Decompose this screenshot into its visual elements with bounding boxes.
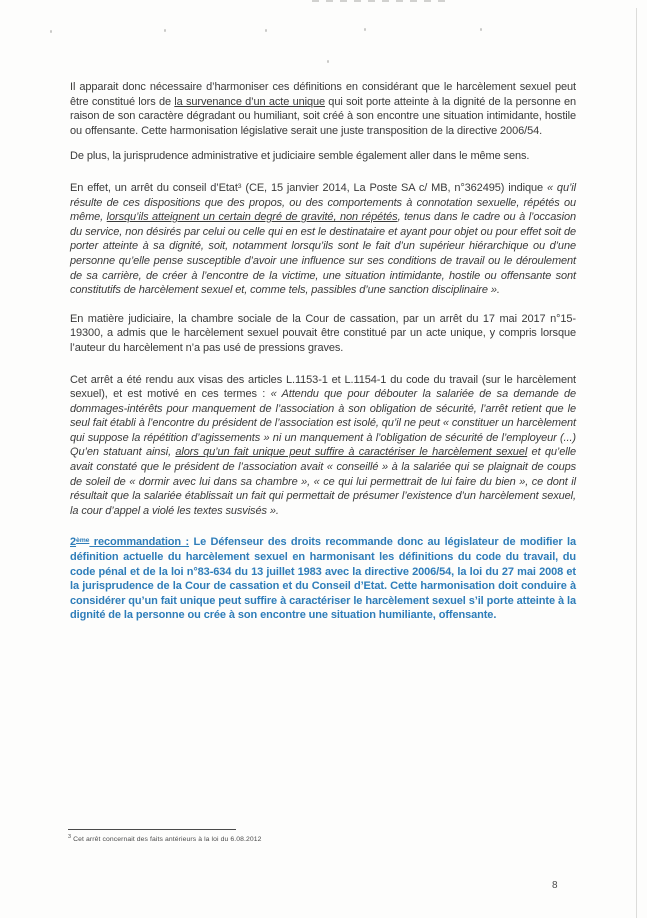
scan-artifact bbox=[50, 30, 52, 33]
scan-artifact bbox=[265, 29, 267, 32]
paragraph-harmonisation-intro bbox=[70, 80, 576, 138]
scan-artifact bbox=[327, 60, 329, 63]
text-run: 3 bbox=[68, 834, 72, 841]
text-run: et qu’elle avait constaté que le président de l’association avait « conseillé » à la salariée qui se plaignait de coups de soleil de « dormir avec lui dans sa chambre », « ce qui lui permettrait de lui faire du bien », ce dont il résultait que la salariée établissait un fait qui permettait de présumer l’existence d’un harcèlement sexuel, la cour d’appel a violé les textes susvisés ». bbox=[70, 446, 577, 517]
text-run: En matière judiciaire, la chambre sociale de la Cour de cassation, par un arrêt du 17 mai 2017 n°15-19300, a admis que le harcèlement sexuel pouvait être constitué par un acte unique, y compris lorsque l’auteur du harcèlement n’a pas usé de pressions graves. bbox=[70, 312, 576, 354]
text-run: alors qu’un fait unique peut suffire à caractériser le harcèlement sexuel bbox=[175, 446, 528, 459]
text-run: Il apparait donc nécessaire d’harmoniser ces définitions en considérant que le harcèlement sexuel peut être constitué lors de bbox=[70, 81, 576, 108]
footnote bbox=[68, 836, 468, 843]
paragraph-conseil-etat-quote bbox=[70, 181, 576, 298]
text-run: qui soit porte atteinte à la dignité de la personne en raison de son caractère dégradant ou humiliant, soit créé à son encontre une situation intimidante, hostile ou offensante. Cette harmonisation législative serait une juste transposition de la directive 2006/54. bbox=[70, 95, 576, 137]
scan-artifact bbox=[364, 28, 366, 31]
text-run: lorsqu’ils atteignent un certain degré de gravité, non répétés bbox=[106, 211, 398, 224]
text-run: De plus, la jurisprudence administrative et judiciaire semble également aller dans le même sens. bbox=[70, 150, 530, 163]
document-body bbox=[70, 80, 576, 634]
footnote-separator bbox=[68, 829, 236, 830]
scan-artifact bbox=[480, 28, 482, 31]
text-run: ème bbox=[76, 537, 90, 545]
paragraph-jurisprudence-transition bbox=[70, 149, 576, 164]
recommendation-paragraph bbox=[70, 535, 576, 623]
text-run: « qu’il résulte de ces dispositions que des propos, ou des comportements à connotation sexuelle, répétés ou même, bbox=[70, 181, 576, 224]
scan-artifact bbox=[164, 29, 166, 32]
scan-artifact bbox=[312, 0, 446, 2]
text-run: recommandation : bbox=[89, 536, 190, 549]
text-run: Le Défenseur des droits recommande donc au législateur de modifier la définition actuelle du harcèlement sexuel en harmonisant les définitions du code du travail, du code pénal et de la loi n°83-634 du 13 juillet 1983 avec la directive 2006/54, la loi du 27 mai 2008 et la jurisprudence de la Cour de cassation et du Conseil d’Etat. Cette harmonisation doit conduire à considérer qu’un fait unique peut suffire à caractériser le harcèlement sexuel s’il porte atteinte à la dignité de la personne ou crée à son encontre une situation humiliante, offensante. bbox=[70, 536, 576, 622]
text-run: Cet arrêt a été rendu aux visas des articles L.1153-1 et L.1154-1 du code du travail (sur le harcèlement sexuel), et est motivé en ces termes : bbox=[70, 373, 576, 401]
text-run: la survenance d’un acte unique bbox=[174, 95, 325, 108]
text-run: 3 bbox=[237, 182, 242, 190]
page-number: 8 bbox=[552, 880, 558, 891]
text-run: (CE, 15 janvier 2014, La Poste SA c/ MB, n°362495) indique bbox=[241, 181, 547, 194]
text-run: En effet, un arrêt du conseil d’Etat bbox=[70, 181, 238, 194]
scan-artifact bbox=[636, 8, 637, 918]
paragraph-cour-de-cassation bbox=[70, 312, 576, 356]
text-run: 2 bbox=[70, 536, 77, 549]
text-run: « Attendu que pour débouter la salariée de sa demande de dommages-intérêts pour manquement de l’association à son obligation de sécurité, l’arrêt retient que le seul fait établi à l’encontre du président de l’association est isolé, qu’il ne peut « constituer un harcèlement qui suppose la répétition d’agissements » ni un manquement à l’obligation de sécurité de l’employeur (...) Qu’en statuant ainsi, bbox=[70, 388, 576, 459]
text-run: , tenus dans le cadre ou à l’occasion du service, non désirés par celui ou celle qui en est le destinataire et ayant pour objet ou pour effet soit de porter atteinte à sa dignité, soit, notamment lorsqu’ils sont le fait d’un supérieur hiérarchique ou d’une personne qu’elle pense susceptible d’avoir une influence sur ses conditions de travail ou le déroulement de sa carrière, de créer à l’encontre de la victime, une situation intimidante, hostile ou offensante sont constitutifs de harcèlement sexuel et, comme tels, passibles d’une sanction disciplinaire ». bbox=[70, 211, 576, 297]
paragraph-arret-visas-quote bbox=[70, 373, 576, 519]
text-run: Cet arrêt concernait des faits antérieurs à la loi du 6.08.2012 bbox=[71, 836, 262, 843]
